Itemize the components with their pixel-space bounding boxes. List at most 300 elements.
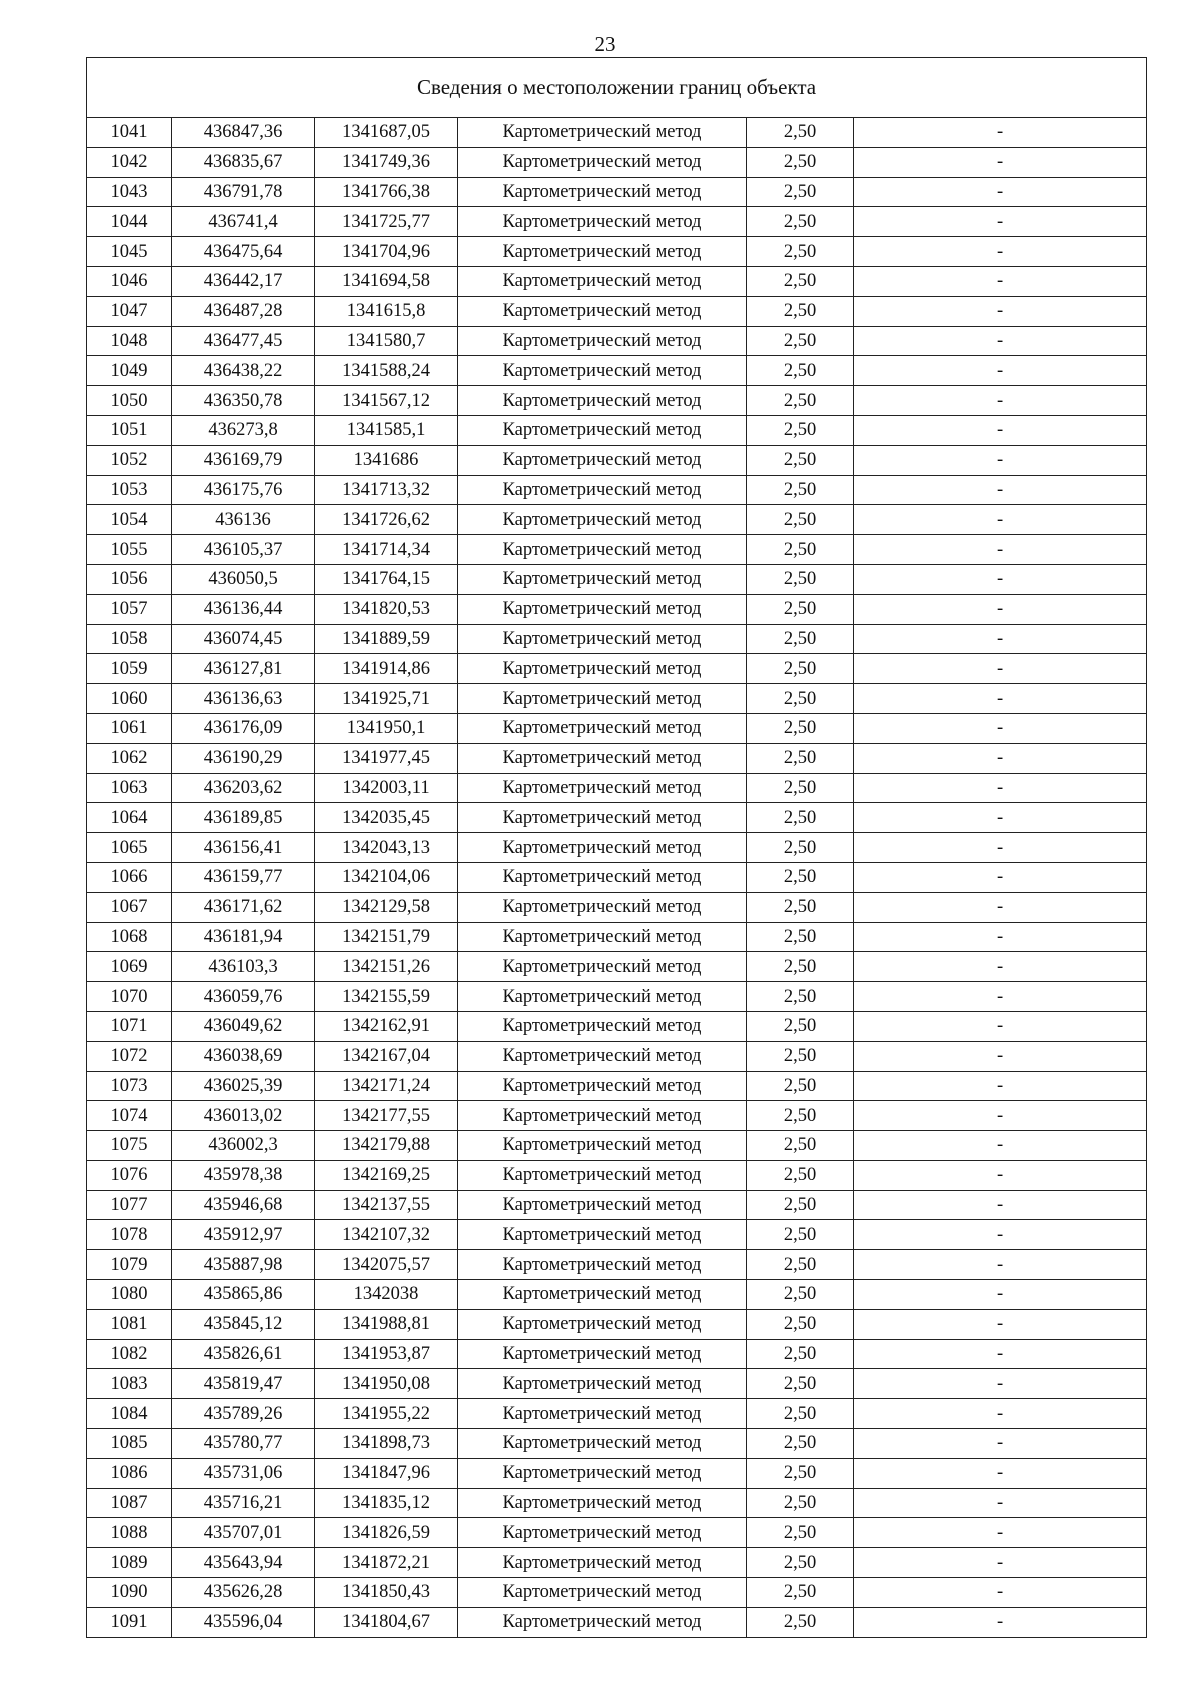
method-cell: Картометрический метод: [458, 952, 747, 982]
y-coordinate-cell: 1341804,67: [315, 1607, 458, 1637]
note-cell: -: [854, 1190, 1147, 1220]
point-number-cell: 1077: [87, 1190, 172, 1220]
x-coordinate-cell: 436049,62: [172, 1011, 315, 1041]
table-row: [87, 833, 1147, 863]
accuracy-cell: 2,50: [747, 1458, 854, 1488]
accuracy-cell: 2,50: [747, 296, 854, 326]
point-number-cell: 1042: [87, 147, 172, 177]
point-number-cell: 1066: [87, 862, 172, 892]
accuracy-cell: 2,50: [747, 207, 854, 237]
point-number-cell: 1041: [87, 118, 172, 148]
x-coordinate-cell: 436487,28: [172, 296, 315, 326]
x-coordinate-cell: 436475,64: [172, 237, 315, 267]
method-cell: Картометрический метод: [458, 1071, 747, 1101]
note-cell: -: [854, 892, 1147, 922]
x-coordinate-cell: 436181,94: [172, 922, 315, 952]
method-cell: Картометрический метод: [458, 624, 747, 654]
accuracy-cell: 2,50: [747, 654, 854, 684]
y-coordinate-cell: 1341749,36: [315, 147, 458, 177]
note-cell: -: [854, 296, 1147, 326]
note-cell: -: [854, 1578, 1147, 1608]
accuracy-cell: 2,50: [747, 1131, 854, 1161]
note-cell: -: [854, 684, 1147, 714]
method-cell: Картометрический метод: [458, 1131, 747, 1161]
y-coordinate-cell: 1341585,1: [315, 415, 458, 445]
y-coordinate-cell: 1341850,43: [315, 1578, 458, 1608]
table-row: [87, 1280, 1147, 1310]
accuracy-cell: 2,50: [747, 982, 854, 1012]
accuracy-cell: 2,50: [747, 505, 854, 535]
accuracy-cell: 2,50: [747, 1429, 854, 1459]
method-cell: Картометрический метод: [458, 1280, 747, 1310]
table-title: Сведения о местоположении границ объекта: [87, 58, 1147, 118]
method-cell: Картометрический метод: [458, 1369, 747, 1399]
table-row: [87, 207, 1147, 237]
accuracy-cell: 2,50: [747, 594, 854, 624]
note-cell: -: [854, 743, 1147, 773]
y-coordinate-cell: 1341764,15: [315, 564, 458, 594]
x-coordinate-cell: 436074,45: [172, 624, 315, 654]
table-row: [87, 415, 1147, 445]
table-row: [87, 713, 1147, 743]
y-coordinate-cell: 1341766,38: [315, 177, 458, 207]
point-number-cell: 1076: [87, 1160, 172, 1190]
method-cell: Картометрический метод: [458, 475, 747, 505]
method-cell: Картометрический метод: [458, 266, 747, 296]
point-number-cell: 1044: [87, 207, 172, 237]
x-coordinate-cell: 436477,45: [172, 326, 315, 356]
table-row: [87, 1607, 1147, 1637]
y-coordinate-cell: 1342151,26: [315, 952, 458, 982]
point-number-cell: 1057: [87, 594, 172, 624]
y-coordinate-cell: 1342107,32: [315, 1220, 458, 1250]
table-row: [87, 1339, 1147, 1369]
x-coordinate-cell: 435912,97: [172, 1220, 315, 1250]
table-row: [87, 1458, 1147, 1488]
table-row: [87, 356, 1147, 386]
y-coordinate-cell: 1342043,13: [315, 833, 458, 863]
method-cell: Картометрический метод: [458, 1458, 747, 1488]
y-coordinate-cell: 1341953,87: [315, 1339, 458, 1369]
note-cell: -: [854, 445, 1147, 475]
x-coordinate-cell: 436136: [172, 505, 315, 535]
table-row: [87, 505, 1147, 535]
y-coordinate-cell: 1341714,34: [315, 535, 458, 565]
accuracy-cell: 2,50: [747, 713, 854, 743]
method-cell: Картометрический метод: [458, 892, 747, 922]
method-cell: Картометрический метод: [458, 1250, 747, 1280]
y-coordinate-cell: 1341950,08: [315, 1369, 458, 1399]
table-title-row: [87, 58, 1147, 118]
accuracy-cell: 2,50: [747, 1309, 854, 1339]
method-cell: Картометрический метод: [458, 1488, 747, 1518]
y-coordinate-cell: 1341615,8: [315, 296, 458, 326]
x-coordinate-cell: 436105,37: [172, 535, 315, 565]
table-row: [87, 237, 1147, 267]
table-row: [87, 624, 1147, 654]
point-number-cell: 1046: [87, 266, 172, 296]
accuracy-cell: 2,50: [747, 1160, 854, 1190]
x-coordinate-cell: 436176,09: [172, 713, 315, 743]
note-cell: -: [854, 1220, 1147, 1250]
table-row: [87, 118, 1147, 148]
method-cell: Картометрический метод: [458, 713, 747, 743]
y-coordinate-cell: 1341588,24: [315, 356, 458, 386]
note-cell: -: [854, 475, 1147, 505]
table-row: [87, 1250, 1147, 1280]
table-row: [87, 445, 1147, 475]
table-row: [87, 1101, 1147, 1131]
y-coordinate-cell: 1341950,1: [315, 713, 458, 743]
point-number-cell: 1063: [87, 773, 172, 803]
accuracy-cell: 2,50: [747, 1071, 854, 1101]
note-cell: -: [854, 1399, 1147, 1429]
y-coordinate-cell: 1341898,73: [315, 1429, 458, 1459]
y-coordinate-cell: 1341580,7: [315, 326, 458, 356]
note-cell: -: [854, 862, 1147, 892]
note-cell: -: [854, 1607, 1147, 1637]
x-coordinate-cell: 435826,61: [172, 1339, 315, 1369]
method-cell: Картометрический метод: [458, 1190, 747, 1220]
y-coordinate-cell: 1342151,79: [315, 922, 458, 952]
point-number-cell: 1058: [87, 624, 172, 654]
accuracy-cell: 2,50: [747, 1399, 854, 1429]
accuracy-cell: 2,50: [747, 1101, 854, 1131]
note-cell: -: [854, 833, 1147, 863]
point-number-cell: 1062: [87, 743, 172, 773]
x-coordinate-cell: 435887,98: [172, 1250, 315, 1280]
accuracy-cell: 2,50: [747, 1250, 854, 1280]
method-cell: Картометрический метод: [458, 982, 747, 1012]
method-cell: Картометрический метод: [458, 833, 747, 863]
x-coordinate-cell: 436350,78: [172, 386, 315, 416]
page-number: 23: [594, 32, 616, 56]
table-row: [87, 386, 1147, 416]
y-coordinate-cell: 1341826,59: [315, 1518, 458, 1548]
accuracy-cell: 2,50: [747, 177, 854, 207]
method-cell: Картометрический метод: [458, 1399, 747, 1429]
x-coordinate-cell: 435596,04: [172, 1607, 315, 1637]
table-row: [87, 1220, 1147, 1250]
accuracy-cell: 2,50: [747, 624, 854, 654]
method-cell: Картометрический метод: [458, 415, 747, 445]
y-coordinate-cell: 1341725,77: [315, 207, 458, 237]
note-cell: -: [854, 147, 1147, 177]
point-number-cell: 1085: [87, 1429, 172, 1459]
accuracy-cell: 2,50: [747, 684, 854, 714]
point-number-cell: 1078: [87, 1220, 172, 1250]
method-cell: Картометрический метод: [458, 1160, 747, 1190]
accuracy-cell: 2,50: [747, 1488, 854, 1518]
y-coordinate-cell: 1342137,55: [315, 1190, 458, 1220]
point-number-cell: 1045: [87, 237, 172, 267]
point-number-cell: 1047: [87, 296, 172, 326]
note-cell: -: [854, 564, 1147, 594]
accuracy-cell: 2,50: [747, 266, 854, 296]
point-number-cell: 1048: [87, 326, 172, 356]
table-row: [87, 177, 1147, 207]
method-cell: Картометрический метод: [458, 356, 747, 386]
note-cell: -: [854, 1250, 1147, 1280]
y-coordinate-cell: 1342171,24: [315, 1071, 458, 1101]
x-coordinate-cell: 435819,47: [172, 1369, 315, 1399]
accuracy-cell: 2,50: [747, 386, 854, 416]
x-coordinate-cell: 436136,44: [172, 594, 315, 624]
note-cell: -: [854, 505, 1147, 535]
table-row: [87, 952, 1147, 982]
note-cell: -: [854, 624, 1147, 654]
point-number-cell: 1082: [87, 1339, 172, 1369]
point-number-cell: 1060: [87, 684, 172, 714]
accuracy-cell: 2,50: [747, 1578, 854, 1608]
table-body: [87, 58, 1147, 1638]
method-cell: Картометрический метод: [458, 535, 747, 565]
x-coordinate-cell: 436013,02: [172, 1101, 315, 1131]
method-cell: Картометрический метод: [458, 1518, 747, 1548]
table-row: [87, 535, 1147, 565]
accuracy-cell: 2,50: [747, 475, 854, 505]
method-cell: Картометрический метод: [458, 594, 747, 624]
point-number-cell: 1043: [87, 177, 172, 207]
note-cell: -: [854, 1548, 1147, 1578]
y-coordinate-cell: 1341835,12: [315, 1488, 458, 1518]
method-cell: Картометрический метод: [458, 1309, 747, 1339]
table-row: [87, 892, 1147, 922]
method-cell: Картометрический метод: [458, 237, 747, 267]
table-row: [87, 1071, 1147, 1101]
note-cell: -: [854, 266, 1147, 296]
accuracy-cell: 2,50: [747, 1369, 854, 1399]
method-cell: Картометрический метод: [458, 1101, 747, 1131]
point-number-cell: 1083: [87, 1369, 172, 1399]
accuracy-cell: 2,50: [747, 1280, 854, 1310]
note-cell: -: [854, 1429, 1147, 1459]
y-coordinate-cell: 1341988,81: [315, 1309, 458, 1339]
x-coordinate-cell: 435780,77: [172, 1429, 315, 1459]
note-cell: -: [854, 415, 1147, 445]
note-cell: -: [854, 118, 1147, 148]
note-cell: -: [854, 1518, 1147, 1548]
x-coordinate-cell: 436203,62: [172, 773, 315, 803]
table-row: [87, 594, 1147, 624]
x-coordinate-cell: 436175,76: [172, 475, 315, 505]
accuracy-cell: 2,50: [747, 1607, 854, 1637]
x-coordinate-cell: 436159,77: [172, 862, 315, 892]
table-row: [87, 654, 1147, 684]
note-cell: -: [854, 207, 1147, 237]
method-cell: Картометрический метод: [458, 296, 747, 326]
note-cell: -: [854, 1041, 1147, 1071]
x-coordinate-cell: 436156,41: [172, 833, 315, 863]
y-coordinate-cell: 1342177,55: [315, 1101, 458, 1131]
note-cell: -: [854, 1280, 1147, 1310]
x-coordinate-cell: 435643,94: [172, 1548, 315, 1578]
note-cell: -: [854, 713, 1147, 743]
table-row: [87, 1160, 1147, 1190]
note-cell: -: [854, 535, 1147, 565]
table-row: [87, 922, 1147, 952]
x-coordinate-cell: 436741,4: [172, 207, 315, 237]
accuracy-cell: 2,50: [747, 1011, 854, 1041]
method-cell: Картометрический метод: [458, 1220, 747, 1250]
y-coordinate-cell: 1341694,58: [315, 266, 458, 296]
x-coordinate-cell: 436169,79: [172, 445, 315, 475]
x-coordinate-cell: 435626,28: [172, 1578, 315, 1608]
point-number-cell: 1050: [87, 386, 172, 416]
x-coordinate-cell: 436050,5: [172, 564, 315, 594]
note-cell: -: [854, 1488, 1147, 1518]
x-coordinate-cell: 435716,21: [172, 1488, 315, 1518]
table-row: [87, 266, 1147, 296]
y-coordinate-cell: 1341977,45: [315, 743, 458, 773]
x-coordinate-cell: 436038,69: [172, 1041, 315, 1071]
table-row: [87, 1369, 1147, 1399]
x-coordinate-cell: 435731,06: [172, 1458, 315, 1488]
note-cell: -: [854, 326, 1147, 356]
x-coordinate-cell: 436171,62: [172, 892, 315, 922]
y-coordinate-cell: 1342038: [315, 1280, 458, 1310]
method-cell: Картометрический метод: [458, 118, 747, 148]
x-coordinate-cell: 435865,86: [172, 1280, 315, 1310]
method-cell: Картометрический метод: [458, 177, 747, 207]
method-cell: Картометрический метод: [458, 147, 747, 177]
note-cell: -: [854, 594, 1147, 624]
table-row: [87, 475, 1147, 505]
x-coordinate-cell: 436136,63: [172, 684, 315, 714]
x-coordinate-cell: 436273,8: [172, 415, 315, 445]
point-number-cell: 1056: [87, 564, 172, 594]
table-row: [87, 1399, 1147, 1429]
x-coordinate-cell: 436791,78: [172, 177, 315, 207]
accuracy-cell: 2,50: [747, 773, 854, 803]
y-coordinate-cell: 1341567,12: [315, 386, 458, 416]
y-coordinate-cell: 1341914,86: [315, 654, 458, 684]
accuracy-cell: 2,50: [747, 356, 854, 386]
accuracy-cell: 2,50: [747, 1041, 854, 1071]
method-cell: Картометрический метод: [458, 1548, 747, 1578]
method-cell: Картометрический метод: [458, 326, 747, 356]
note-cell: -: [854, 654, 1147, 684]
point-number-cell: 1081: [87, 1309, 172, 1339]
y-coordinate-cell: 1342003,11: [315, 773, 458, 803]
point-number-cell: 1064: [87, 803, 172, 833]
table-row: [87, 743, 1147, 773]
x-coordinate-cell: 436189,85: [172, 803, 315, 833]
method-cell: Картометрический метод: [458, 1429, 747, 1459]
point-number-cell: 1067: [87, 892, 172, 922]
note-cell: -: [854, 922, 1147, 952]
method-cell: Картометрический метод: [458, 386, 747, 416]
table-row: [87, 564, 1147, 594]
method-cell: Картометрический метод: [458, 803, 747, 833]
y-coordinate-cell: 1341872,21: [315, 1548, 458, 1578]
point-number-cell: 1086: [87, 1458, 172, 1488]
table-row: [87, 1131, 1147, 1161]
x-coordinate-cell: 436103,3: [172, 952, 315, 982]
point-number-cell: 1087: [87, 1488, 172, 1518]
table-row: [87, 1488, 1147, 1518]
accuracy-cell: 2,50: [747, 564, 854, 594]
note-cell: -: [854, 952, 1147, 982]
table-row: [87, 1518, 1147, 1548]
note-cell: -: [854, 1369, 1147, 1399]
point-number-cell: 1070: [87, 982, 172, 1012]
accuracy-cell: 2,50: [747, 922, 854, 952]
y-coordinate-cell: 1342129,58: [315, 892, 458, 922]
y-coordinate-cell: 1342075,57: [315, 1250, 458, 1280]
table-row: [87, 1190, 1147, 1220]
accuracy-cell: 2,50: [747, 952, 854, 982]
y-coordinate-cell: 1341713,32: [315, 475, 458, 505]
table-row: [87, 296, 1147, 326]
accuracy-cell: 2,50: [747, 743, 854, 773]
y-coordinate-cell: 1342167,04: [315, 1041, 458, 1071]
y-coordinate-cell: 1342169,25: [315, 1160, 458, 1190]
point-number-cell: 1065: [87, 833, 172, 863]
accuracy-cell: 2,50: [747, 535, 854, 565]
note-cell: -: [854, 1458, 1147, 1488]
note-cell: -: [854, 1011, 1147, 1041]
accuracy-cell: 2,50: [747, 833, 854, 863]
point-number-cell: 1091: [87, 1607, 172, 1637]
y-coordinate-cell: 1341889,59: [315, 624, 458, 654]
x-coordinate-cell: 436025,39: [172, 1071, 315, 1101]
y-coordinate-cell: 1342162,91: [315, 1011, 458, 1041]
y-coordinate-cell: 1342104,06: [315, 862, 458, 892]
y-coordinate-cell: 1342155,59: [315, 982, 458, 1012]
x-coordinate-cell: 435845,12: [172, 1309, 315, 1339]
point-number-cell: 1080: [87, 1280, 172, 1310]
accuracy-cell: 2,50: [747, 445, 854, 475]
table-row: [87, 1309, 1147, 1339]
point-number-cell: 1073: [87, 1071, 172, 1101]
point-number-cell: 1068: [87, 922, 172, 952]
point-number-cell: 1079: [87, 1250, 172, 1280]
x-coordinate-cell: 435946,68: [172, 1190, 315, 1220]
x-coordinate-cell: 436059,76: [172, 982, 315, 1012]
note-cell: -: [854, 1309, 1147, 1339]
accuracy-cell: 2,50: [747, 1518, 854, 1548]
y-coordinate-cell: 1341704,96: [315, 237, 458, 267]
x-coordinate-cell: 435978,38: [172, 1160, 315, 1190]
note-cell: -: [854, 1339, 1147, 1369]
table-row: [87, 773, 1147, 803]
y-coordinate-cell: 1342035,45: [315, 803, 458, 833]
point-number-cell: 1074: [87, 1101, 172, 1131]
table-row: [87, 684, 1147, 714]
point-number-cell: 1071: [87, 1011, 172, 1041]
method-cell: Картометрический метод: [458, 654, 747, 684]
accuracy-cell: 2,50: [747, 415, 854, 445]
note-cell: -: [854, 803, 1147, 833]
table-row: [87, 1041, 1147, 1071]
method-cell: Картометрический метод: [458, 1578, 747, 1608]
point-number-cell: 1051: [87, 415, 172, 445]
method-cell: Картометрический метод: [458, 445, 747, 475]
accuracy-cell: 2,50: [747, 326, 854, 356]
point-number-cell: 1084: [87, 1399, 172, 1429]
point-number-cell: 1053: [87, 475, 172, 505]
method-cell: Картометрический метод: [458, 684, 747, 714]
table-row: [87, 1548, 1147, 1578]
accuracy-cell: 2,50: [747, 803, 854, 833]
note-cell: -: [854, 356, 1147, 386]
note-cell: -: [854, 982, 1147, 1012]
accuracy-cell: 2,50: [747, 1548, 854, 1578]
x-coordinate-cell: 435707,01: [172, 1518, 315, 1548]
x-coordinate-cell: 436438,22: [172, 356, 315, 386]
accuracy-cell: 2,50: [747, 237, 854, 267]
